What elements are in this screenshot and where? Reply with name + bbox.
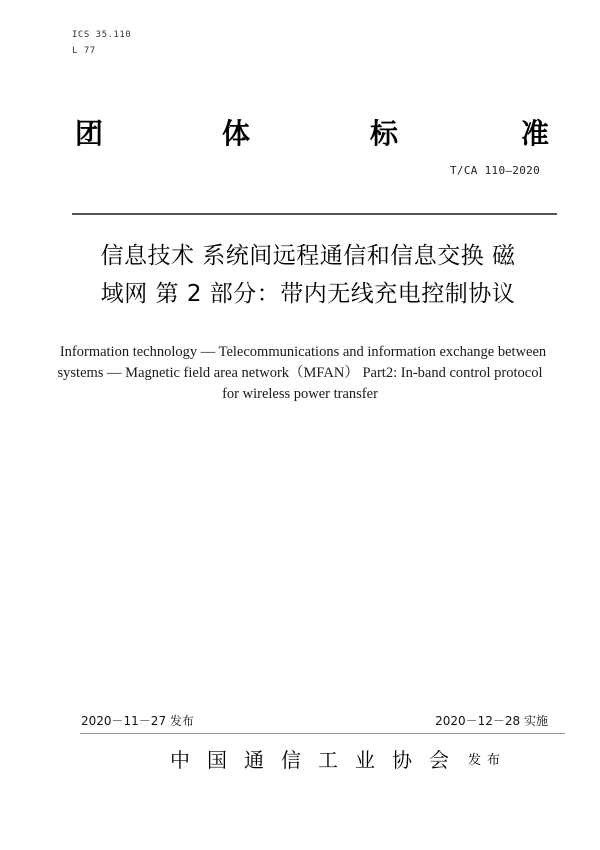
chinese-title-line-2: 域网 第 2 部分：带内无线充电控制协议: [100, 281, 516, 307]
publisher-action: 发布: [468, 753, 507, 768]
bottom-divider: [80, 733, 565, 734]
standard-type-char: 标: [370, 117, 399, 150]
standard-type-char: 团: [75, 117, 104, 150]
publish-date: 2020－11－27 发布: [81, 714, 194, 728]
chinese-title-line-1: 信息技术 系统间远程通信和信息交换 磁: [100, 243, 516, 269]
english-title-line-3: for wireless power transfer: [222, 386, 378, 402]
english-title-line-2: systems — Magnetic field area network（MFAN） Part2: In-band control protocol: [57, 365, 543, 381]
ccs-code: L 77: [72, 46, 96, 56]
standard-type-char: 体: [222, 117, 251, 150]
implementation-date: 2020－12－28 实施: [435, 714, 548, 728]
standard-type-char: 准: [521, 117, 550, 150]
publisher-name: 中国通信工业协会: [170, 748, 466, 772]
top-divider: [72, 213, 557, 215]
standard-number: T/CA 110—2020: [450, 164, 540, 177]
english-title-line-1: Information technology — Telecommunications and information exchange between: [59, 344, 547, 360]
ics-code: ICS 35.110: [72, 30, 132, 40]
